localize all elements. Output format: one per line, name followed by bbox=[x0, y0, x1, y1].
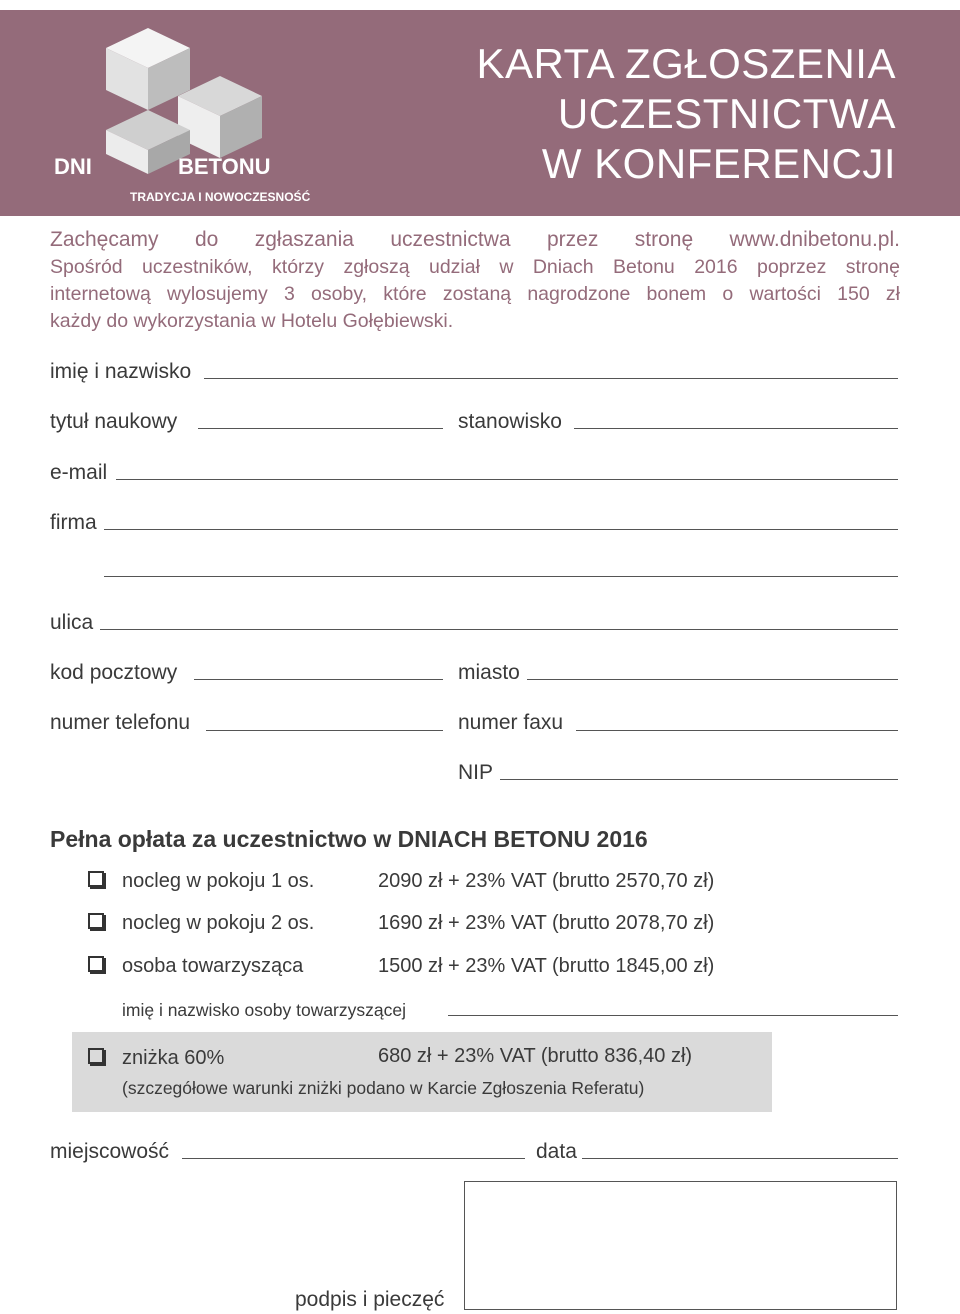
option-double-room-label: nocleg w pokoju 2 os. bbox=[122, 912, 315, 934]
option-double-room-price: 1690 zł + 23% VAT (brutto 2078,70 zł) bbox=[378, 912, 715, 934]
name-label: imię i nazwisko bbox=[50, 360, 192, 383]
logo-word-betonu: BETONU bbox=[178, 154, 271, 179]
page-title-line-1: KARTA ZGŁOSZENIA bbox=[476, 40, 896, 87]
page-title-line-3: W KONFERENCJI bbox=[541, 140, 896, 187]
postcode-label: kod pocztowy bbox=[50, 661, 178, 684]
title-field[interactable] bbox=[198, 428, 443, 429]
city-label: miasto bbox=[458, 661, 520, 684]
company-field[interactable] bbox=[104, 529, 898, 530]
signature-box[interactable] bbox=[464, 1181, 897, 1310]
nip-label: NIP bbox=[458, 761, 494, 784]
logo-tagline: TRADYCJA I NOWOCZESNOŚĆ bbox=[130, 190, 311, 204]
title-label: tytuł naukowy bbox=[50, 410, 178, 433]
name-field[interactable] bbox=[204, 378, 898, 379]
discount-checkbox[interactable] bbox=[88, 1048, 104, 1064]
phone-label: numer telefonu bbox=[50, 711, 191, 734]
position-field[interactable] bbox=[574, 428, 898, 429]
fax-field[interactable] bbox=[576, 730, 898, 731]
email-label: e-mail bbox=[50, 461, 108, 484]
company-label: firma bbox=[50, 511, 97, 534]
companion-name-label: imię i nazwisko osoby towarzyszącej bbox=[122, 1000, 406, 1020]
option-single-room-price: 2090 zł + 23% VAT (brutto 2570,70 zł) bbox=[378, 870, 715, 892]
page-title-line-2: UCZESTNICTWA bbox=[557, 90, 896, 137]
street-field[interactable] bbox=[100, 629, 898, 630]
date-label: data bbox=[536, 1140, 577, 1163]
position-label: stanowisko bbox=[458, 410, 562, 433]
logo bbox=[50, 24, 320, 210]
fees-heading: Pełna opłata za uczestnictwo w DNIACH BETONU 2016 bbox=[50, 826, 648, 852]
logo-word-dni: DNI bbox=[54, 154, 92, 179]
fax-label: numer faxu bbox=[458, 711, 564, 734]
option-single-room-label: nocleg w pokoju 1 os. bbox=[122, 870, 315, 892]
place-field[interactable] bbox=[182, 1158, 525, 1159]
companion-name-field[interactable] bbox=[448, 1015, 898, 1016]
phone-field[interactable] bbox=[206, 730, 443, 731]
discount-label: zniżka 60% bbox=[122, 1047, 225, 1069]
discount-price: 680 zł + 23% VAT (brutto 836,40 zł) bbox=[378, 1045, 693, 1067]
email-field[interactable] bbox=[116, 479, 898, 480]
postcode-field[interactable] bbox=[194, 679, 443, 680]
intro-line-1: Zachęcamy do zgłaszania uczestnictwa przez stronę www.dnibetonu.pl. bbox=[50, 228, 900, 251]
cubes-logo-icon bbox=[50, 24, 320, 210]
intro-line-4: każdy do wykorzystania w Hotelu Gołębiewski. bbox=[50, 310, 454, 332]
option-companion-price: 1500 zł + 23% VAT (brutto 1845,00 zł) bbox=[378, 955, 715, 977]
option-double-room-checkbox[interactable] bbox=[88, 913, 104, 929]
city-field[interactable] bbox=[527, 679, 898, 680]
signature-label: podpis i pieczęć bbox=[295, 1288, 445, 1311]
company-field-2[interactable] bbox=[104, 576, 898, 577]
street-label: ulica bbox=[50, 611, 94, 634]
option-companion-checkbox[interactable] bbox=[88, 956, 104, 972]
nip-field[interactable] bbox=[500, 779, 898, 780]
place-label: miejscowość bbox=[50, 1140, 170, 1163]
option-single-room-checkbox[interactable] bbox=[88, 871, 104, 887]
intro-line-3: internetową wylosujemy 3 osoby, które zostaną nagrodzone bonem o wartości 150 zł bbox=[50, 283, 900, 305]
date-field[interactable] bbox=[582, 1158, 898, 1159]
discount-note: (szczegółowe warunki zniżki podano w Karcie Zgłoszenia Referatu) bbox=[122, 1078, 645, 1098]
intro-line-2: Spośród uczestników, którzy zgłoszą udział w Dniach Betonu 2016 poprzez stronę bbox=[50, 256, 900, 278]
option-companion-label: osoba towarzysząca bbox=[122, 955, 304, 977]
